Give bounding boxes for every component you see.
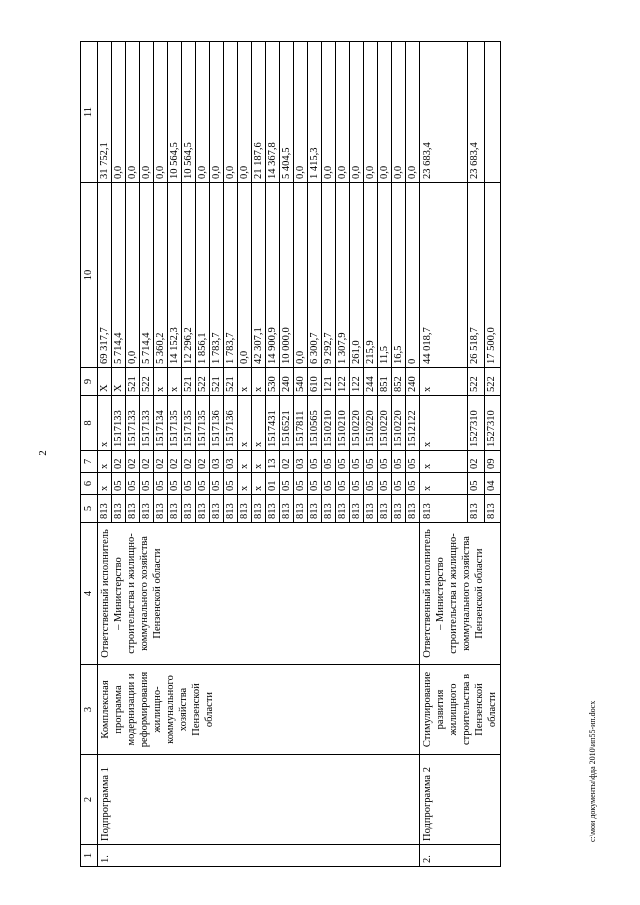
target-article-cell: 1517133 — [140, 396, 154, 451]
row-number-cell: 1. — [98, 845, 420, 867]
expense-type-cell: 522 — [484, 368, 500, 396]
expense-type-cell: 521 — [126, 368, 140, 396]
subsection-cell: 03 — [294, 451, 308, 473]
value-col11-cell: 10 564,5 — [168, 42, 182, 183]
subsection-cell: 05 — [406, 451, 420, 473]
column-number-header: 1 — [81, 845, 98, 867]
expense-type-cell: х — [168, 368, 182, 396]
subsection-cell: 02 — [140, 451, 154, 473]
value-col10-cell: 0 — [406, 183, 420, 368]
grbs-cell: 813 — [378, 495, 392, 523]
value-col10-cell: 17 500,0 — [484, 183, 500, 368]
grbs-cell: 813 — [468, 495, 484, 523]
target-article-cell: 1517136 — [210, 396, 224, 451]
target-article-cell: 1510220 — [392, 396, 406, 451]
grbs-cell: 813 — [140, 495, 154, 523]
section-cell: 05 — [182, 473, 196, 495]
column-number-header: 3 — [81, 665, 98, 755]
expense-type-cell: 610 — [308, 368, 322, 396]
value-col10-cell: 16,5 — [392, 183, 406, 368]
value-col10-cell: 1 856,1 — [196, 183, 210, 368]
expense-type-cell: 530 — [266, 368, 280, 396]
expense-type-cell: х — [238, 368, 252, 396]
grbs-cell: 813 — [266, 495, 280, 523]
section-cell: 05 — [364, 473, 378, 495]
section-cell: 05 — [126, 473, 140, 495]
target-article-cell: 1517135 — [182, 396, 196, 451]
target-article-cell: 1517134 — [154, 396, 168, 451]
section-cell: 05 — [112, 473, 126, 495]
value-col10-cell: 1 783,7 — [210, 183, 224, 368]
subsection-cell: 05 — [364, 451, 378, 473]
target-article-cell: 1517133 — [126, 396, 140, 451]
section-cell: х — [420, 473, 468, 495]
grbs-cell: 813 — [420, 495, 468, 523]
expense-type-cell: 521 — [224, 368, 238, 396]
grbs-cell: 813 — [224, 495, 238, 523]
column-number-header: 8 — [81, 396, 98, 451]
value-col11-cell: 0,0 — [112, 42, 126, 183]
subsection-cell: 02 — [154, 451, 168, 473]
value-col11-cell: 0,0 — [350, 42, 364, 183]
expense-type-cell: Х — [112, 368, 126, 396]
section-cell: 05 — [378, 473, 392, 495]
expense-type-cell: 522 — [196, 368, 210, 396]
subprogram-name-cell: Подпрограмма 2 — [420, 755, 501, 845]
subsection-cell: 05 — [322, 451, 336, 473]
value-col11-cell: 31 752,1 — [98, 42, 112, 183]
target-article-cell: 1510210 — [322, 396, 336, 451]
subsection-cell: 02 — [280, 451, 294, 473]
section-cell: 05 — [168, 473, 182, 495]
grbs-cell: 813 — [484, 495, 500, 523]
expense-type-cell: 240 — [406, 368, 420, 396]
section-cell: 05 — [280, 473, 294, 495]
subsection-cell: х — [420, 451, 468, 473]
expense-type-cell: 121 — [322, 368, 336, 396]
expense-type-cell: 852 — [392, 368, 406, 396]
expense-type-cell: 522 — [140, 368, 154, 396]
row-number-cell: 2. — [420, 845, 501, 867]
value-col10-cell: 10 000,0 — [280, 183, 294, 368]
grbs-cell: 813 — [392, 495, 406, 523]
subsection-cell: 05 — [392, 451, 406, 473]
grbs-cell: 813 — [238, 495, 252, 523]
subsection-cell: 09 — [484, 451, 500, 473]
expense-type-cell: Х — [98, 368, 112, 396]
target-article-cell: 1510210 — [336, 396, 350, 451]
executor-cell: Ответственный исполнитель – Министерство строительства и жилищно-коммунального хозяйства Пензенской области — [420, 523, 501, 665]
section-cell: 05 — [154, 473, 168, 495]
section-cell: 05 — [140, 473, 154, 495]
target-article-cell: 1517135 — [168, 396, 182, 451]
grbs-cell: 813 — [112, 495, 126, 523]
value-col11-cell: 0,0 — [294, 42, 308, 183]
target-article-cell: 1510220 — [378, 396, 392, 451]
grbs-cell: 813 — [294, 495, 308, 523]
target-article-cell: х — [98, 396, 112, 451]
grbs-cell: 813 — [336, 495, 350, 523]
section-cell: 05 — [322, 473, 336, 495]
value-col10-cell: 9 292,7 — [322, 183, 336, 368]
subsection-cell: 05 — [336, 451, 350, 473]
value-col10-cell: 0,0 — [238, 183, 252, 368]
target-article-cell: 1517431 — [266, 396, 280, 451]
page-number: 2 — [36, 450, 49, 456]
value-col11-cell: 5 404,5 — [280, 42, 294, 183]
target-article-cell: 1517133 — [112, 396, 126, 451]
value-col11-cell: 23 683,4 — [420, 42, 468, 183]
grbs-cell: 813 — [210, 495, 224, 523]
value-col11-cell: 0,0 — [392, 42, 406, 183]
subsection-cell: 02 — [196, 451, 210, 473]
column-number-header: 11 — [81, 42, 98, 183]
value-col10-cell: 5 360,2 — [154, 183, 168, 368]
section-cell: 05 — [336, 473, 350, 495]
value-col11-cell: 0,0 — [196, 42, 210, 183]
value-col10-cell: 12 296,2 — [182, 183, 196, 368]
target-article-cell: 1517135 — [196, 396, 210, 451]
expense-type-cell: 244 — [364, 368, 378, 396]
value-col10-cell: 14 152,3 — [168, 183, 182, 368]
value-col11-cell — [484, 42, 500, 183]
value-col10-cell: 14 900,9 — [266, 183, 280, 368]
footer-file-path: c:\мои документы\фда 2010\ип55-ип.docx — [588, 700, 597, 842]
value-col10-cell: 5 714,4 — [112, 183, 126, 368]
target-article-cell: 1516521 — [280, 396, 294, 451]
grbs-cell: 813 — [406, 495, 420, 523]
expense-type-cell: х — [420, 368, 468, 396]
target-article-cell: 1510565 — [308, 396, 322, 451]
section-cell: 05 — [468, 473, 484, 495]
table-row — [98, 42, 112, 867]
value-col10-cell: 1 307,9 — [336, 183, 350, 368]
expense-type-cell: х — [154, 368, 168, 396]
header-row — [81, 42, 98, 867]
subsection-cell: 02 — [168, 451, 182, 473]
section-cell: х — [238, 473, 252, 495]
grbs-cell: 813 — [154, 495, 168, 523]
value-col10-cell: 11,5 — [378, 183, 392, 368]
grbs-cell: 813 — [308, 495, 322, 523]
target-article-cell: х — [252, 396, 266, 451]
column-number-header: 6 — [81, 473, 98, 495]
grbs-cell: 813 — [252, 495, 266, 523]
target-article-cell: 1512122 — [406, 396, 420, 451]
subsection-cell: х — [98, 451, 112, 473]
value-col10-cell: 1 783,7 — [224, 183, 238, 368]
section-cell: 01 — [266, 473, 280, 495]
subsection-cell: 02 — [112, 451, 126, 473]
subsection-cell: 05 — [350, 451, 364, 473]
column-number-header: 10 — [81, 183, 98, 368]
subsection-cell: 03 — [210, 451, 224, 473]
column-number-header: 4 — [81, 523, 98, 665]
section-cell: х — [98, 473, 112, 495]
table-row — [420, 42, 468, 867]
section-cell: 05 — [406, 473, 420, 495]
column-number-header: 2 — [81, 755, 98, 845]
value-col10-cell: 6 300,7 — [308, 183, 322, 368]
value-col10-cell: 26 518,7 — [468, 183, 484, 368]
grbs-cell: 813 — [196, 495, 210, 523]
value-col10-cell: 42 307,1 — [252, 183, 266, 368]
grbs-cell: 813 — [98, 495, 112, 523]
expense-type-cell: 521 — [182, 368, 196, 396]
section-cell: 05 — [308, 473, 322, 495]
subsection-cell: 05 — [378, 451, 392, 473]
value-col10-cell: 215,9 — [364, 183, 378, 368]
expense-type-cell: 240 — [280, 368, 294, 396]
grbs-cell: 813 — [350, 495, 364, 523]
value-col11-cell: 0,0 — [364, 42, 378, 183]
value-col11-cell: 0,0 — [154, 42, 168, 183]
target-article-cell: 1510220 — [350, 396, 364, 451]
expense-type-cell: 540 — [294, 368, 308, 396]
target-article-cell: 1517811 — [294, 396, 308, 451]
subsection-cell: 05 — [308, 451, 322, 473]
value-col11-cell: 0,0 — [126, 42, 140, 183]
grbs-cell: 813 — [126, 495, 140, 523]
grbs-cell: 813 — [322, 495, 336, 523]
expense-type-cell: 851 — [378, 368, 392, 396]
value-col11-cell: 14 367,8 — [266, 42, 280, 183]
target-article-cell: 1517136 — [224, 396, 238, 451]
executor-cell: Ответственный исполнитель – Министерство строительства и жилищно-коммунального хозяйства Пензенской области — [98, 523, 420, 665]
value-col10-cell: 69 317,7 — [98, 183, 112, 368]
expense-type-cell: х — [252, 368, 266, 396]
section-cell: 05 — [350, 473, 364, 495]
expense-type-cell: 522 — [468, 368, 484, 396]
target-article-cell: 1510220 — [364, 396, 378, 451]
subprogram-name-cell: Подпрограмма 1 — [98, 755, 420, 845]
subsection-cell: х — [252, 451, 266, 473]
grbs-cell: 813 — [364, 495, 378, 523]
value-col11-cell: 0,0 — [336, 42, 350, 183]
value-col11-cell: 0,0 — [406, 42, 420, 183]
subsection-cell: 02 — [126, 451, 140, 473]
value-col10-cell: 5 714,4 — [140, 183, 154, 368]
section-cell: 05 — [294, 473, 308, 495]
value-col11-cell: 23 683,4 — [468, 42, 484, 183]
value-col11-cell: 21 187,6 — [252, 42, 266, 183]
rotated-landscape-page — [80, 42, 630, 867]
subsection-cell: 02 — [182, 451, 196, 473]
expense-type-cell: 122 — [336, 368, 350, 396]
value-col11-cell: 10 564,5 — [182, 42, 196, 183]
value-col10-cell: 0,0 — [126, 183, 140, 368]
grbs-cell: 813 — [280, 495, 294, 523]
subsection-cell: 03 — [224, 451, 238, 473]
value-col11-cell: 0,0 — [140, 42, 154, 183]
value-col10-cell: 261,0 — [350, 183, 364, 368]
target-article-cell: 1527310 — [468, 396, 484, 451]
section-cell: 05 — [392, 473, 406, 495]
value-col10-cell: 0,0 — [294, 183, 308, 368]
section-cell: 05 — [196, 473, 210, 495]
column-number-header: 7 — [81, 451, 98, 473]
column-number-header: 9 — [81, 368, 98, 396]
target-article-cell: х — [238, 396, 252, 451]
column-number-header: 5 — [81, 495, 98, 523]
value-col11-cell: 0,0 — [322, 42, 336, 183]
value-col11-cell: 0,0 — [238, 42, 252, 183]
expense-type-cell: 122 — [350, 368, 364, 396]
value-col10-cell: 44 018,7 — [420, 183, 468, 368]
grbs-cell: 813 — [182, 495, 196, 523]
grbs-cell: 813 — [168, 495, 182, 523]
value-col11-cell: 0,0 — [210, 42, 224, 183]
subsection-cell: 13 — [266, 451, 280, 473]
budget-table — [80, 41, 501, 867]
value-col11-cell: 0,0 — [378, 42, 392, 183]
program-name-cell: Стимулирование развития жилищного строительства в Пензенской области — [420, 665, 501, 755]
target-article-cell: 1527310 — [484, 396, 500, 451]
subsection-cell: х — [238, 451, 252, 473]
value-col11-cell: 1 415,3 — [308, 42, 322, 183]
section-cell: 04 — [484, 473, 500, 495]
section-cell: х — [252, 473, 266, 495]
section-cell: 05 — [224, 473, 238, 495]
value-col11-cell: 0,0 — [224, 42, 238, 183]
section-cell: 05 — [210, 473, 224, 495]
subsection-cell: 02 — [468, 451, 484, 473]
target-article-cell: х — [420, 396, 468, 451]
expense-type-cell: 521 — [210, 368, 224, 396]
program-name-cell: Комплексная программа модернизации и реформирования жилищно-коммунального хозяйства Пензенской области — [98, 665, 420, 755]
